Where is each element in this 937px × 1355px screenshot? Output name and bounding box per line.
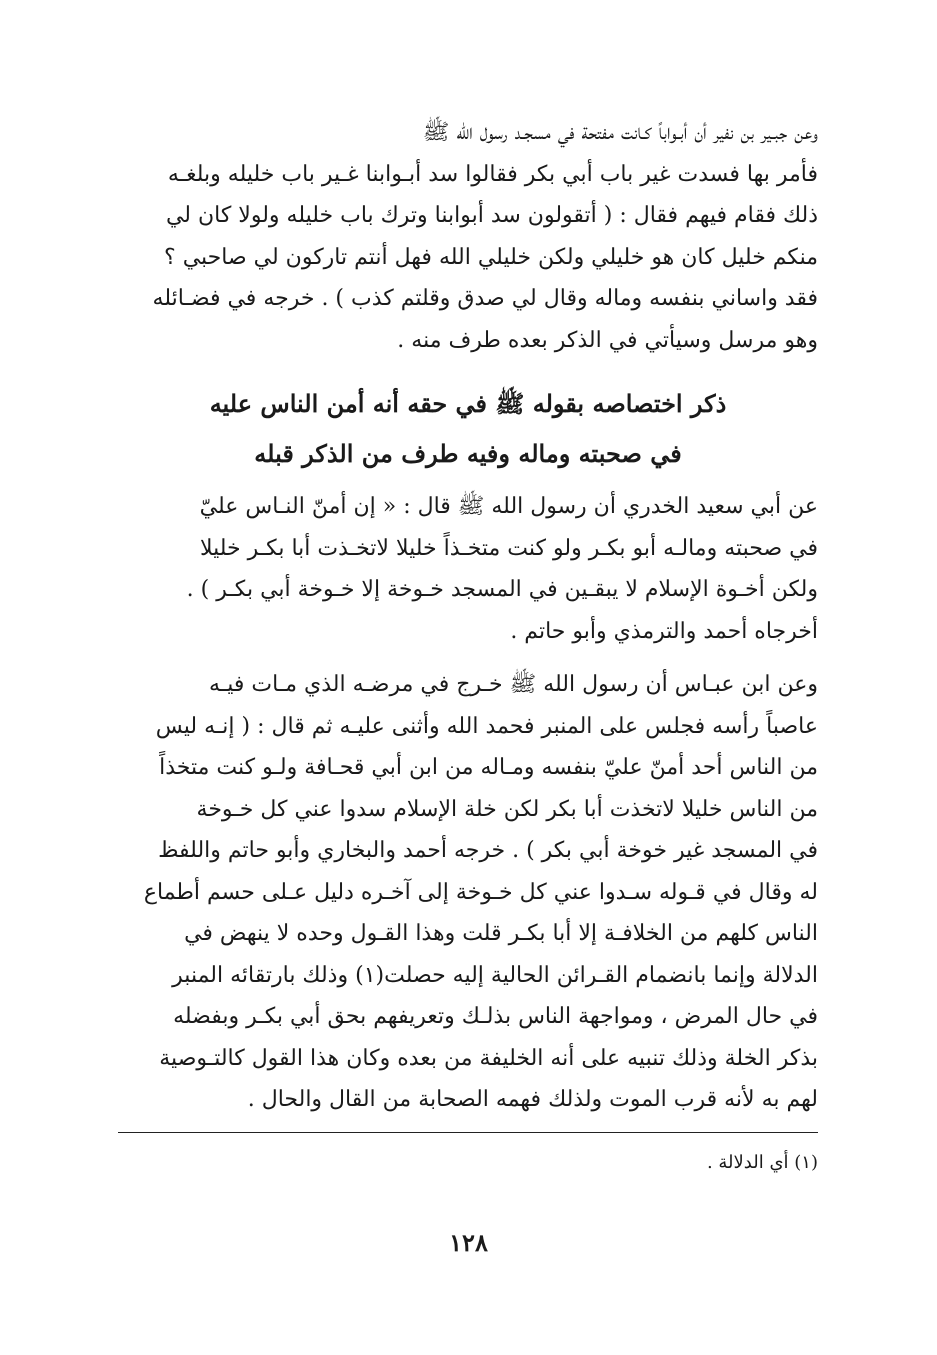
paragraph-line: في المسجد غير خوخة أبي بكر ) . خرجه أحمد والبخاري وأبو حاتم واللفظ: [158, 838, 818, 863]
paragraph-1: [118, 112, 818, 361]
heading-line: ذكر اختصاصه بقوله ﷺ في حقه أنه أمن الناس عليه: [209, 389, 727, 418]
footnote: (١) أي الدلالة .: [706, 1152, 818, 1173]
paragraph-line: وعن ابن عبـاس أن رسول الله ﷺ خـرج في مرضـه الذي مـات فيـه: [208, 672, 818, 697]
section-heading: [118, 379, 818, 479]
paragraph-line: أخرجاه أحمد والترمذي وأبو حاتم .: [510, 618, 818, 644]
paragraph-line: وعن جبـير بن نفير أن أبـواباً كـانت مفتحة في مسجـد رسول الله ﷺ: [422, 120, 818, 145]
page-number: ١٢٨: [449, 1228, 488, 1257]
paragraph-line: ولكن أخـوة الإسلام لا يبقـين في المسجد خـوخة إلا خـوخة أبي بكـر ) .: [186, 577, 818, 602]
paragraph-line: فقد واساني بنفسه وماله وقال لي صدق وقلتم كذب ) . خرجه في فضـائله: [152, 286, 818, 311]
paragraph-line: عن أبي سعيد الخدري أن رسول الله ﷺ قال : « إن أمنّ النـاس عليّ: [199, 494, 818, 519]
paragraph-line: فأمر بها فسدت غير باب أبي بكر فقالوا سد أبـوابنا غـير باب خليله وبلغـه: [167, 161, 818, 187]
paragraph-line: من الناس أحد أمنّ عليّ بنفسه ومـاله من ابن أبي قحـافة ولـو كنت متخذاً: [159, 755, 818, 780]
paragraph-line: من الناس خليلا لاتخذت أبا بكر لكن خلة الإسلام سدوا عني كل خـوخة: [196, 796, 818, 822]
paragraph-3: [118, 664, 818, 1121]
paragraph-line: في صحبته ومالـه أبو بكـر ولو كنت متخـذاً خليلا لاتخـذت أبا بكـر خليلا: [199, 535, 818, 561]
paragraph-2: [118, 486, 818, 652]
paragraph-line: بذكر الخلة وذلك تنبيه على أنه الخليفة من بعده وكان هذا القول كالتـوصية: [159, 1045, 818, 1071]
footnote-divider: [118, 1132, 818, 1133]
paragraph-line: له وقال في قـوله سـدوا عني كل خـوخة إلى آخـره دليل عـلى حسم أطماع: [143, 879, 818, 905]
paragraph-line: ذلك فقام فيهم فقال : ( أتقولون سد أبوابنا وترك باب خليله ولولا كان لي: [165, 203, 818, 228]
paragraph-line: وهو مرسل وسيأتي في الذكر بعده طرف منه .: [397, 327, 818, 353]
paragraph-line: في حال المرض ، ومواجهة الناس بذلـك وتعريفهم بحق أبي بكـر وبفضله: [173, 1004, 818, 1029]
paragraph-line: الناس كلهم من الخلافـة إلا أبا بكـر قلت وهذا القـول وحده لا ينهض في: [184, 921, 818, 946]
paragraph-line: عاصباً رأسه فجلس على المنبر فحمد الله وأثنى عليـه ثم قال : ( إنـه ليس: [155, 713, 818, 739]
heading-line: في صحبته وماله وفيه طرف من الذكر قبله: [254, 439, 682, 468]
paragraph-line: لهم به لأنه قرب الموت ولذلك فهمه الصحابة من القال والحال .: [247, 1087, 818, 1112]
paragraph-line: منكم خليل كان هو خليلي ولكن خليلي الله فهل أنتم تاركون لي صاحبي ؟: [164, 244, 818, 270]
paragraph-line: الدلالة وإنما بانضمام القـرائن الحالية إليه حصلت(١) وذلك بارتقائه المنبر: [172, 962, 818, 988]
